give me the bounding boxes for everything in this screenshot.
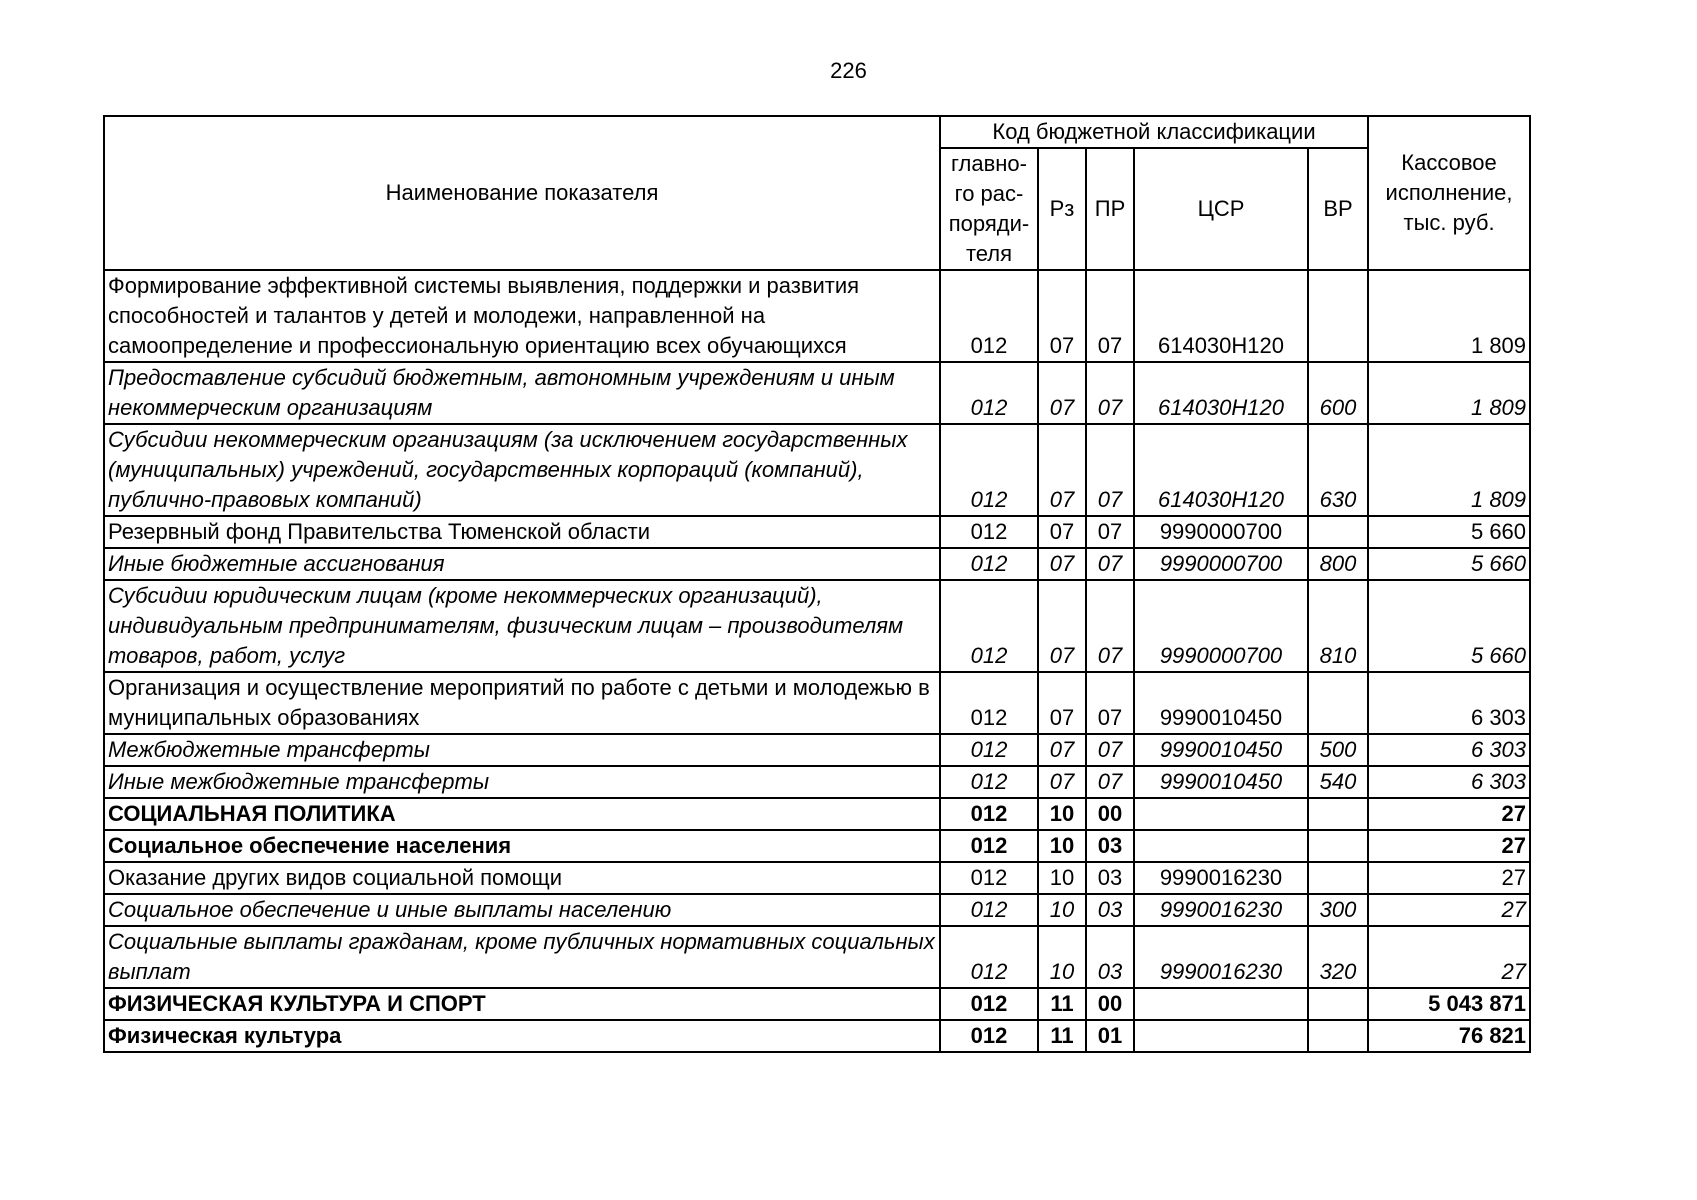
- row-vr: [1308, 988, 1368, 1020]
- header-vr: ВР: [1308, 148, 1368, 270]
- row-rz: 07: [1038, 672, 1086, 734]
- table-row: [104, 862, 1530, 894]
- row-glav: 012: [940, 580, 1038, 672]
- row-csr: 614030Н120: [1134, 424, 1308, 516]
- row-glav: 012: [940, 1020, 1038, 1052]
- row-total: 6 303: [1368, 734, 1530, 766]
- table-row: [104, 926, 1530, 988]
- row-csr: [1134, 1020, 1308, 1052]
- table-row: [104, 734, 1530, 766]
- row-csr: 9990016230: [1134, 894, 1308, 926]
- row-pr: 07: [1086, 766, 1134, 798]
- row-rz: 10: [1038, 926, 1086, 988]
- header-glav-line: поряди-: [948, 211, 1030, 236]
- row-name: Иные бюджетные ассигнования: [104, 548, 940, 580]
- header-glav: [940, 148, 1038, 270]
- row-total: 1 809: [1368, 362, 1530, 424]
- row-name: ФИЗИЧЕСКАЯ КУЛЬТУРА И СПОРТ: [104, 988, 940, 1020]
- row-name: Межбюджетные трансферты: [104, 734, 940, 766]
- table-row: [104, 424, 1530, 516]
- row-pr: 00: [1086, 988, 1134, 1020]
- row-vr: 500: [1308, 734, 1368, 766]
- row-pr: 07: [1086, 362, 1134, 424]
- header-name: Наименование показателя: [104, 116, 940, 270]
- header-pr: ПР: [1086, 148, 1134, 270]
- row-rz: 11: [1038, 988, 1086, 1020]
- header-total: [1368, 116, 1530, 270]
- table-row: [104, 548, 1530, 580]
- row-name: Резервный фонд Правительства Тюменской области: [104, 516, 940, 548]
- table-body: [104, 270, 1530, 1052]
- row-glav: 012: [940, 988, 1038, 1020]
- row-name: Формирование эффективной системы выявления, поддержки и развития способностей и талантов у детей и молодежи, направленной на самоопределение и профессиональную ориентацию всех обучающихся: [104, 270, 940, 362]
- table-header: [104, 116, 1530, 270]
- row-glav: 012: [940, 362, 1038, 424]
- row-glav: 012: [940, 516, 1038, 548]
- budget-table: [103, 115, 1531, 1053]
- header-total-line: исполнение,: [1385, 180, 1513, 205]
- row-vr: 540: [1308, 766, 1368, 798]
- row-rz: 07: [1038, 270, 1086, 362]
- row-pr: 03: [1086, 926, 1134, 988]
- row-csr: 9990010450: [1134, 766, 1308, 798]
- row-total: 27: [1368, 862, 1530, 894]
- page-number: 226: [830, 58, 867, 83]
- row-rz: 10: [1038, 894, 1086, 926]
- row-vr: [1308, 516, 1368, 548]
- row-total: 1 809: [1368, 424, 1530, 516]
- row-total: 27: [1368, 830, 1530, 862]
- header-glav-line: главно-: [950, 151, 1027, 176]
- row-pr: 03: [1086, 862, 1134, 894]
- row-rz: 07: [1038, 362, 1086, 424]
- table-row: [104, 830, 1530, 862]
- row-total: 5 660: [1368, 548, 1530, 580]
- row-csr: 9990016230: [1134, 862, 1308, 894]
- row-pr: 07: [1086, 580, 1134, 672]
- table-row: [104, 672, 1530, 734]
- row-pr: 03: [1086, 894, 1134, 926]
- row-vr: [1308, 1020, 1368, 1052]
- row-rz: 07: [1038, 580, 1086, 672]
- table-row: [104, 988, 1530, 1020]
- row-name: Предоставление субсидий бюджетным, автономным учреждениям и иным некоммерческим организациям: [104, 362, 940, 424]
- row-csr: 614030Н120: [1134, 362, 1308, 424]
- row-csr: 614030Н120: [1134, 270, 1308, 362]
- row-vr: [1308, 862, 1368, 894]
- row-total: 27: [1368, 926, 1530, 988]
- row-glav: 012: [940, 548, 1038, 580]
- row-name: Субсидии некоммерческим организациям (за исключением государственных (муниципальных) учреждений, государственных корпораций (компаний), публично-правовых компаний): [104, 424, 940, 516]
- row-pr: 00: [1086, 798, 1134, 830]
- row-vr: [1308, 672, 1368, 734]
- row-rz: 10: [1038, 798, 1086, 830]
- row-rz: 07: [1038, 766, 1086, 798]
- row-vr: 800: [1308, 548, 1368, 580]
- header-total-line: тыс. руб.: [1403, 210, 1495, 235]
- row-total: 6 303: [1368, 672, 1530, 734]
- row-rz: 07: [1038, 734, 1086, 766]
- row-total: 5 043 871: [1368, 988, 1530, 1020]
- row-csr: 9990000700: [1134, 516, 1308, 548]
- table-row: [104, 894, 1530, 926]
- row-pr: 07: [1086, 548, 1134, 580]
- row-csr: [1134, 988, 1308, 1020]
- row-vr: [1308, 270, 1368, 362]
- row-total: 5 660: [1368, 516, 1530, 548]
- row-csr: 9990000700: [1134, 548, 1308, 580]
- row-glav: 012: [940, 830, 1038, 862]
- row-name: Социальное обеспечение населения: [104, 830, 940, 862]
- table-row: [104, 798, 1530, 830]
- row-vr: 810: [1308, 580, 1368, 672]
- row-csr: 9990010450: [1134, 734, 1308, 766]
- table-row: [104, 516, 1530, 548]
- row-csr: [1134, 830, 1308, 862]
- row-name: Субсидии юридическим лицам (кроме некоммерческих организаций), индивидуальным предпринимателям, физическим лицам – производителям товаров, работ, услуг: [104, 580, 940, 672]
- header-glav-line: теля: [965, 241, 1013, 266]
- row-total: 6 303: [1368, 766, 1530, 798]
- row-total: 27: [1368, 798, 1530, 830]
- row-total: 76 821: [1368, 1020, 1530, 1052]
- row-glav: 012: [940, 862, 1038, 894]
- row-glav: 012: [940, 894, 1038, 926]
- row-name: Социальные выплаты гражданам, кроме публичных нормативных социальных выплат: [104, 926, 940, 988]
- row-name: СОЦИАЛЬНАЯ ПОЛИТИКА: [104, 798, 940, 830]
- row-rz: 10: [1038, 830, 1086, 862]
- header-glav-line: го рас-: [954, 181, 1024, 206]
- row-vr: 300: [1308, 894, 1368, 926]
- row-vr: [1308, 830, 1368, 862]
- row-glav: 012: [940, 798, 1038, 830]
- row-pr: 07: [1086, 424, 1134, 516]
- row-glav: 012: [940, 766, 1038, 798]
- row-rz: 07: [1038, 424, 1086, 516]
- row-csr: [1134, 798, 1308, 830]
- row-rz: 07: [1038, 548, 1086, 580]
- row-glav: 012: [940, 672, 1038, 734]
- row-pr: 07: [1086, 516, 1134, 548]
- row-name: Оказание других видов социальной помощи: [104, 862, 940, 894]
- table-row: [104, 1020, 1530, 1052]
- header-csr: ЦСР: [1134, 148, 1308, 270]
- row-vr: 600: [1308, 362, 1368, 424]
- row-pr: 07: [1086, 270, 1134, 362]
- row-pr: 07: [1086, 734, 1134, 766]
- table-row: [104, 270, 1530, 362]
- row-name: Иные межбюджетные трансферты: [104, 766, 940, 798]
- header-total-line: Кассовое: [1401, 150, 1497, 175]
- header-rz: Рз: [1038, 148, 1086, 270]
- row-total: 1 809: [1368, 270, 1530, 362]
- row-name: Социальное обеспечение и иные выплаты населению: [104, 894, 940, 926]
- row-total: 5 660: [1368, 580, 1530, 672]
- row-csr: 9990000700: [1134, 580, 1308, 672]
- row-csr: 9990016230: [1134, 926, 1308, 988]
- row-pr: 03: [1086, 830, 1134, 862]
- table-row: [104, 362, 1530, 424]
- header-code-group: Код бюджетной классификации: [940, 116, 1368, 148]
- row-rz: 10: [1038, 862, 1086, 894]
- row-vr: 630: [1308, 424, 1368, 516]
- row-pr: 07: [1086, 672, 1134, 734]
- table-row: [104, 766, 1530, 798]
- row-vr: 320: [1308, 926, 1368, 988]
- row-total: 27: [1368, 894, 1530, 926]
- row-pr: 01: [1086, 1020, 1134, 1052]
- row-glav: 012: [940, 270, 1038, 362]
- row-csr: 9990010450: [1134, 672, 1308, 734]
- row-glav: 012: [940, 926, 1038, 988]
- table-row: [104, 580, 1530, 672]
- row-glav: 012: [940, 734, 1038, 766]
- row-name: Организация и осуществление мероприятий по работе с детьми и молодежью в муниципальных образованиях: [104, 672, 940, 734]
- row-vr: [1308, 798, 1368, 830]
- row-rz: 11: [1038, 1020, 1086, 1052]
- row-glav: 012: [940, 424, 1038, 516]
- row-name: Физическая культура: [104, 1020, 940, 1052]
- row-rz: 07: [1038, 516, 1086, 548]
